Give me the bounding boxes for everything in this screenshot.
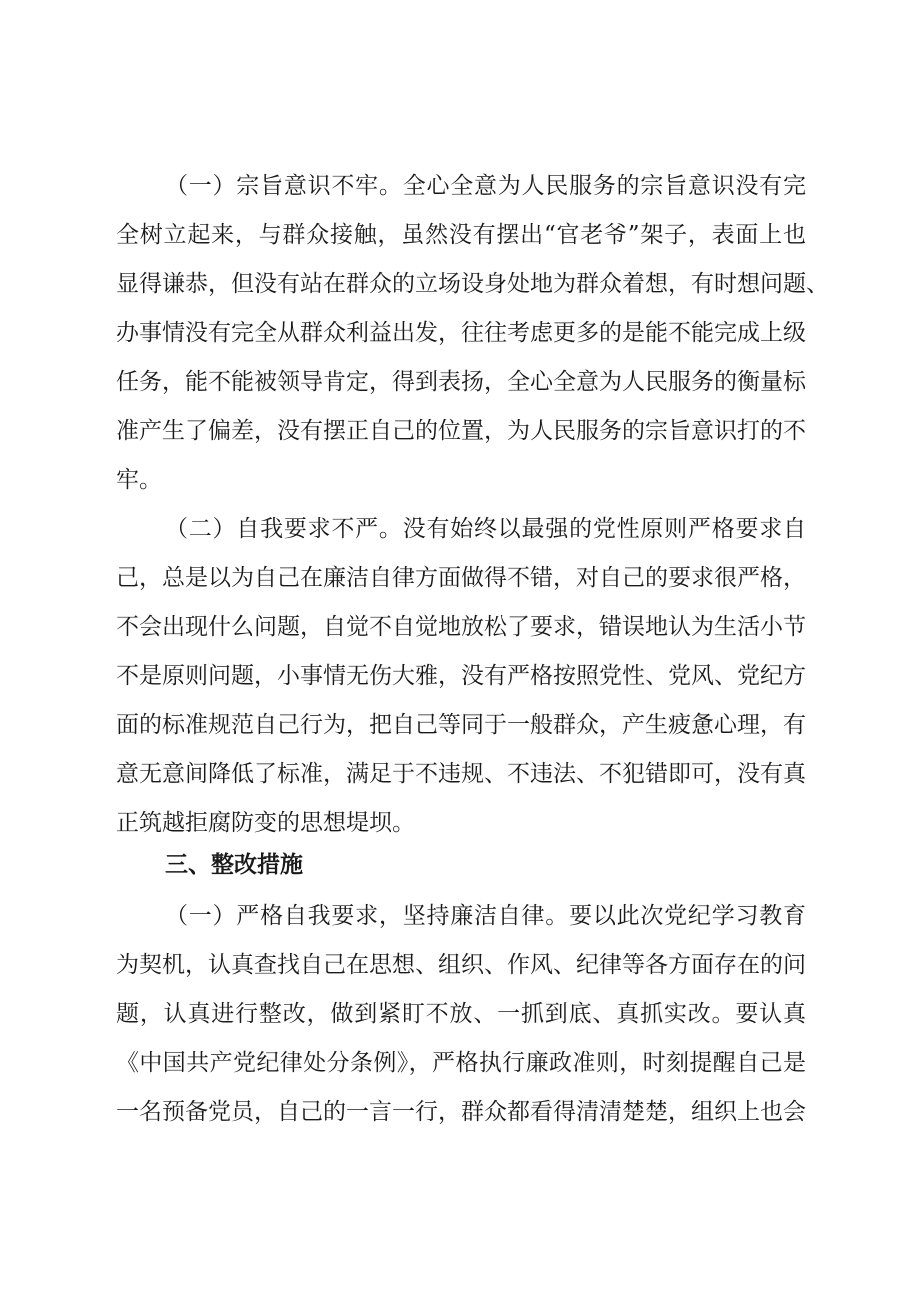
section-heading: 三、整改措施 — [165, 852, 303, 878]
paragraph-line: （二）自我要求不严。没有始终以最强的党性原则严格要求自 — [165, 516, 806, 542]
paragraph-line: 《中国共产党纪律处分条例》，严格执行廉政准则，时刻提醒自己是 — [116, 1050, 806, 1076]
paragraph-line: 面的标准规范自己行为，把自己等同于一般群众，产生疲惫心理，有 — [116, 712, 806, 738]
paragraph-line: 全树立起来，与群众接触，虽然没有摆出“官老爷”架子，表面上也 — [116, 222, 806, 248]
paragraph-line: 正筑越拒腐防变的思想堤坝。 — [116, 810, 415, 836]
paragraph-line: 准产生了偏差，没有摆正自己的位置，为人民服务的宗旨意识打的不 — [116, 418, 806, 444]
paragraph-line: （一）严格自我要求，坚持廉洁自律。要以此次党纪学习教育 — [165, 903, 806, 929]
paragraph-line: 意无意间降低了标准，满足于不违规、不违法、不犯错即可，没有真 — [116, 761, 806, 787]
paragraph-line: 为契机，认真查找自己在思想、组织、作风、纪律等各方面存在的问 — [116, 952, 806, 978]
paragraph-line: 不会出现什么问题，自觉不自觉地放松了要求，错误地认为生活小节 — [116, 614, 806, 640]
paragraph-line: 任务，能不能被领导肯定，得到表扬，全心全意为人民服务的衡量标 — [116, 369, 806, 395]
paragraph-line: 题，认真进行整改，做到紧盯不放、一抓到底、真抓实改。要认真 — [116, 1001, 806, 1027]
paragraph-line: 己，总是以为自己在廉洁自律方面做得不错，对自己的要求很严格， — [116, 565, 806, 591]
paragraph-line: 显得谦恭，但没有站在群众的立场设身处地为群众着想，有时想问题、 — [116, 271, 829, 297]
paragraph-line: 一名预备党员，自己的一言一行，群众都看得清清楚楚，组织上也会 — [116, 1099, 806, 1125]
paragraph-line: 不是原则问题，小事情无伤大雅，没有严格按照党性、党风、党纪方 — [116, 663, 806, 689]
paragraph-line: 牢。 — [116, 467, 162, 493]
paragraph-line: （一）宗旨意识不牢。全心全意为人民服务的宗旨意识没有完 — [165, 173, 806, 199]
paragraph-line: 办事情没有完全从群众利益出发，往往考虑更多的是能不能完成上级 — [116, 320, 806, 346]
